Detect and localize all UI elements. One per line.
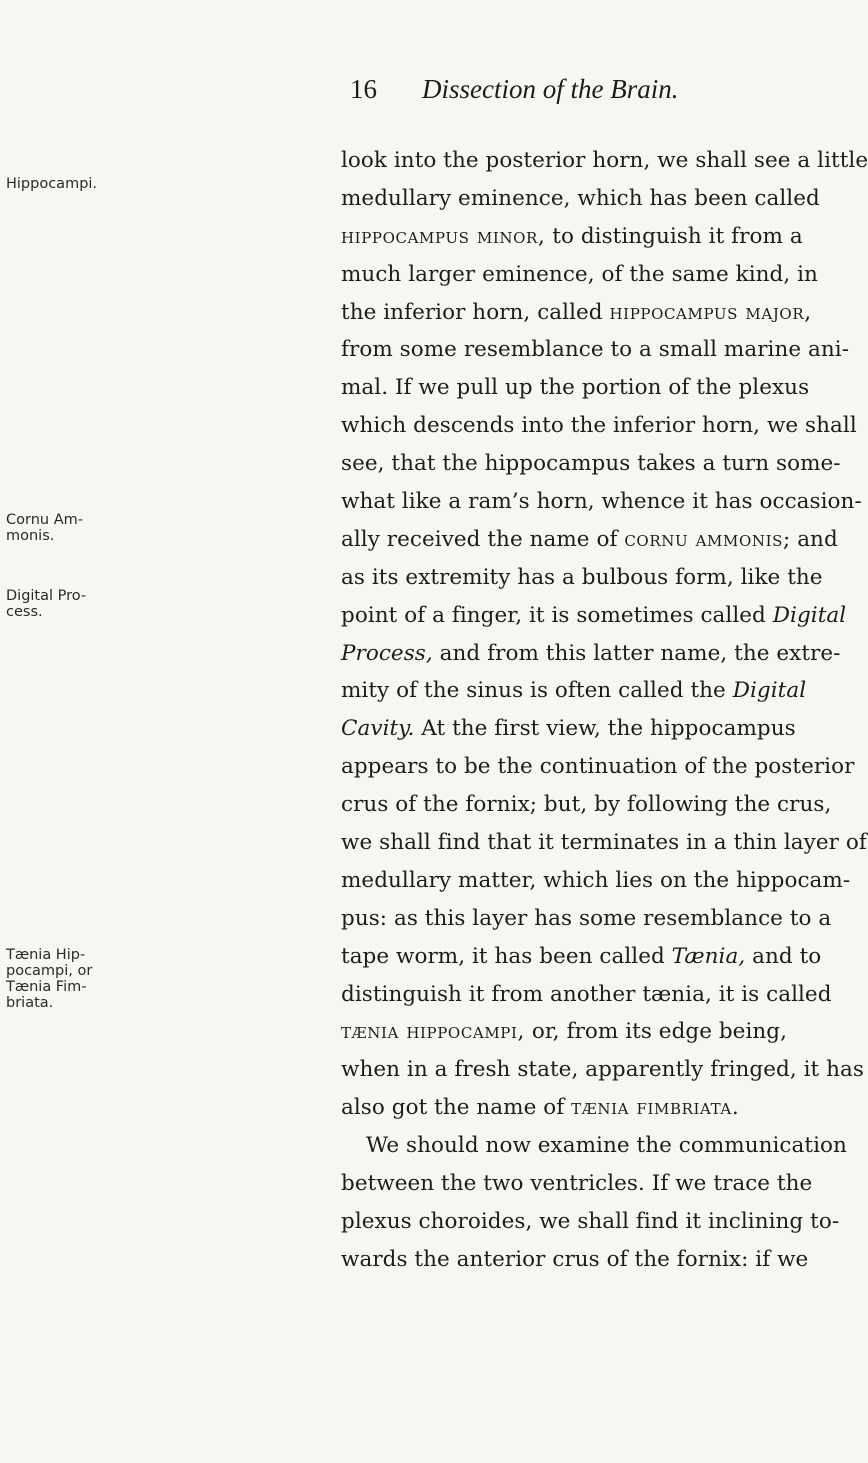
text-line: hippocampus minor, to distinguish it from a [341,223,803,249]
text-line: medullary matter, which lies on the hippocam- [341,867,851,893]
text-line: plexus choroides, we shall find it inclining to- [341,1208,840,1234]
text-line: between the two ventricles. If we trace the [341,1171,813,1197]
text-line: when in a fresh state, apparently fringed, it has [341,1057,864,1083]
running-title: Dissection of the Brain. [422,74,679,104]
text-line: mal. If we pull up the portion of the plexus [341,375,810,401]
margin-note-taenia: Tænia Hip- pocampi, or Tænia Fim- briata. [6,947,93,1011]
text-line: which descends into the inferior horn, we shall [341,413,857,439]
text-line: much larger eminence, of the same kind, in [341,261,818,287]
text-line: We should now examine the communication [366,1133,847,1159]
body-text [341,142,868,1279]
text-line: tænia hippocampi, or, from its edge being, [341,1019,787,1045]
text-line: pus: as this layer has some resemblance to a [341,905,832,931]
text-line: wards the anterior crus of the fornix: if we [341,1246,809,1272]
text-line: also got the name of tænia fimbriata. [341,1095,740,1121]
text-line: look into the posterior horn, we shall see a little [341,148,868,173]
text-line: from some resemblance to a small marine ani- [341,337,850,363]
text-line: the inferior horn, called hippocampus major, [341,299,812,325]
text-line: Process, and from this latter name, the extre- [341,640,841,666]
text-line: appears to be the continuation of the posterior [341,754,855,780]
margin-note-hippocampi: Hippocampi. [6,176,98,192]
text-line: Cavity. At the first view, the hippocampus [341,716,796,742]
text-line: crus of the fornix; but, by following the crus, [341,792,832,818]
text-line: tape worm, it has been called Tænia, and to [341,943,822,969]
margin-note-digital-process: Digital Pro- cess. [6,588,87,620]
text-line: what like a ram’s horn, whence it has occasion- [341,489,862,515]
text-line: distinguish it from another tænia, it is called [341,981,832,1007]
text-line: as its extremity has a bulbous form, like the [341,564,823,590]
text-line: point of a finger, it is sometimes called Digital [341,602,847,628]
text-line: medullary eminence, which has been called [341,185,820,211]
text-line: we shall find that it terminates in a thin layer of [341,830,867,856]
margin-note-cornu-ammonis: Cornu Am- monis. [6,512,83,544]
text-line: ally received the name of cornu ammonis; and [341,526,838,552]
text-line: see, that the hippocampus takes a turn some- [341,451,841,477]
page-number: 16 [350,74,377,104]
text-line: mity of the sinus is often called the Digital [341,678,807,704]
